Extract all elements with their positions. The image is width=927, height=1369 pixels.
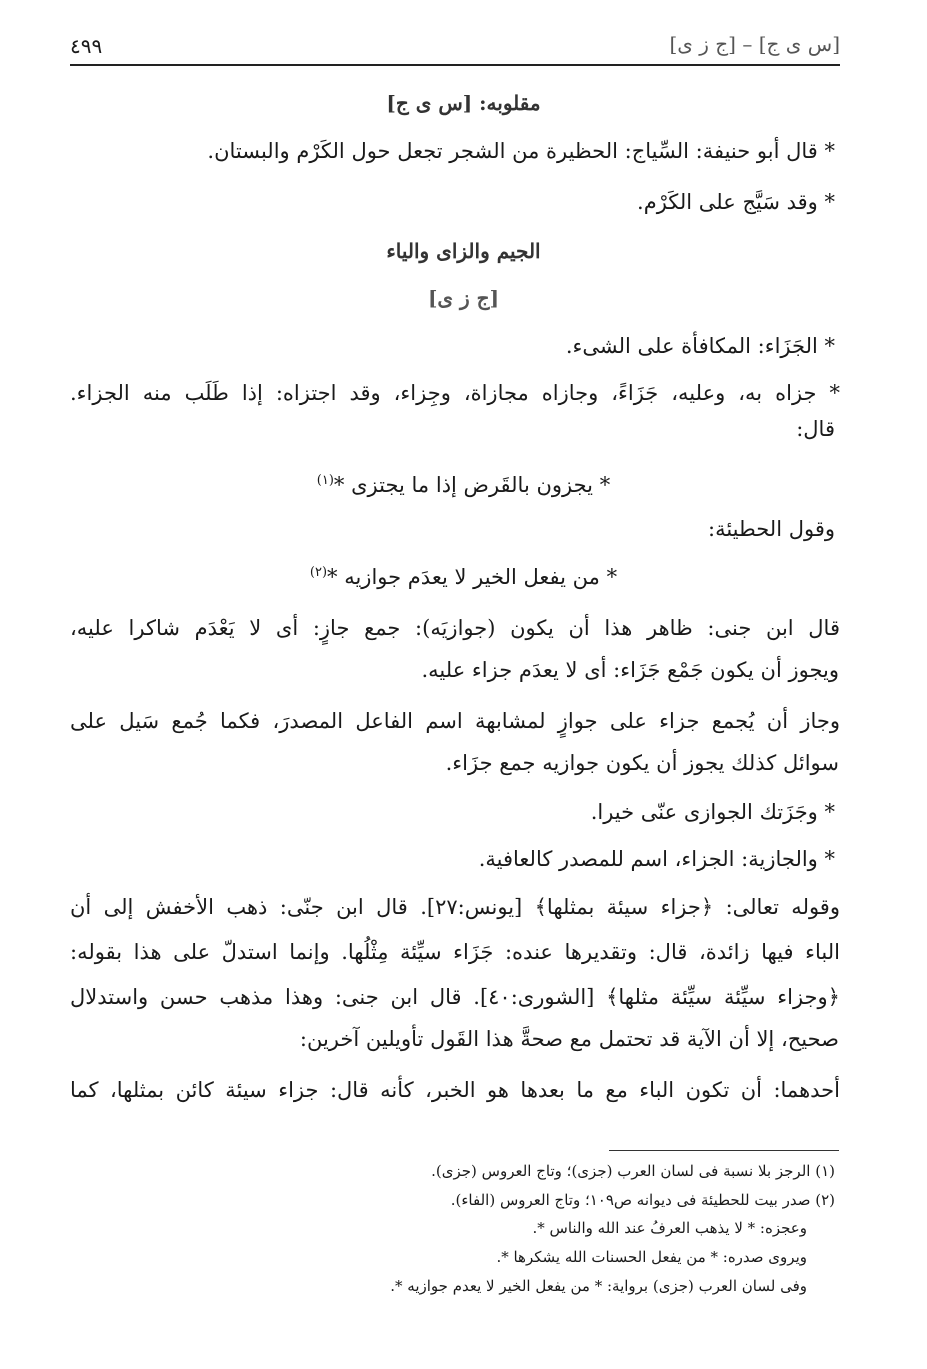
footnote: وعجزه: * لا يذهب العرفُ عند الله والناس *. (532, 1219, 807, 1237)
paragraph-line: أحدهما: أن تكون الباء مع ما بعدها هو الخبر، كأنه قال: جزاء سيئة كائن بمثلها، كما (70, 1078, 840, 1102)
footnote-ref: (٢) (309, 565, 328, 580)
footnote-divider (609, 1150, 839, 1151)
root-heading: [ج ز ى] (427, 286, 500, 310)
footnote-ref: (١) (316, 473, 334, 488)
paragraph-line: * والجازية: الجزاء، اسم للمصدر كالعافية. (478, 847, 835, 871)
paragraph-line: وقول الحطيئة: (708, 517, 835, 541)
paragraph-line: قال ابن جنى: ظاهر هذا أن يكون (جوازيَه): جمع جازٍ: أى لا يَعْدَم شاكرا عليه، (70, 616, 840, 640)
footnote: ويروى صدره: * من يفعل الحسنات الله يشكرها *. (496, 1248, 807, 1266)
section-subheading: مقلوبه: [س ى ج] (386, 91, 541, 115)
paragraph-line: ويجوز أن يكون جَمْع جَزَاء: أى لا يعدَم جزاء عليه. (421, 658, 839, 682)
paragraph-line: * قال أبو حنيفة: السِّياج: الحظيرة من الشجر تجعل حول الكَرْم والبستان. (207, 139, 835, 163)
paragraph-line: وجاز أن يُجمع جزاء على جوازٍ لمشابهة اسم الفاعل المصدرَ، فكما جُمع سَيل على (70, 709, 840, 733)
paragraph-line: الباء فيها زائدة، قال: وتقديرها عنده: جَزَاء سيِّئة مِثْلُها. وإنما استدلّ على هذا بقوله: (70, 940, 840, 964)
footnote: (١) الرجز بلا نسبة فى لسان العرب (جزى)؛ وتاج العروس (جزى). (431, 1162, 835, 1180)
running-title: [س ى ج] – [ج ز ى] (669, 32, 840, 56)
footnote: (٢) صدر بيت للحطيئة فى ديوانه ص١٠٩؛ وتاج العروس (الفاء). (450, 1191, 835, 1209)
verse-text: * يجزون بالقَرض إذا ما يجتزى * (333, 473, 611, 497)
page-header (70, 28, 840, 66)
paragraph-line: * وقد سَيَّج على الكَرْم. (637, 190, 835, 214)
section-heading: الجيم والزاى والياء (386, 239, 541, 263)
verse-line (0, 470, 927, 500)
paragraph-line: * الجَزَاء: المكافأة على الشىء. (565, 334, 835, 358)
footnote: وفى لسان العرب (جزى) برواية: * من يفعل الخير لا يعدم جوازيه *. (390, 1277, 807, 1295)
verse-text: * من يفعل الخير لا يعدَم جوازيه * (327, 565, 618, 589)
paragraph-line: وقوله تعالى: ﴿جزاء سيئة بمثلها﴾ [يونس:٢٧]. قال ابن جنّى: ذهب الأخفش إلى أن (70, 895, 840, 919)
paragraph-line: * وجَزَتك الجوازى عنّى خيرا. (590, 800, 835, 824)
paragraph-line: * جزاه به، وعليه، جَزَاءً، وجازاه مجازاة، وجِزاء، وقد اجتزاه: إذا طَلَب منه الجزاء. (70, 381, 840, 405)
paragraph-line: قال: (796, 417, 835, 441)
paragraph-line: ﴿وجزاء سيِّئة سيِّئة مثلها﴾ [الشورى:٤٠]. قال ابن جنى: وهذا مذهب حسن واستدلال (70, 985, 840, 1009)
paragraph-line: صحيح، إلا أن الآية قد تحتمل مع صحةَّ هذا القَول تأويلين آخرين: (299, 1027, 839, 1051)
page-number: ٤٩٩ (70, 34, 103, 58)
paragraph-line: سوائل كذلك يجوز أن يكون جوازيه جمع جزَاء. (445, 751, 839, 775)
verse-line (0, 562, 927, 592)
